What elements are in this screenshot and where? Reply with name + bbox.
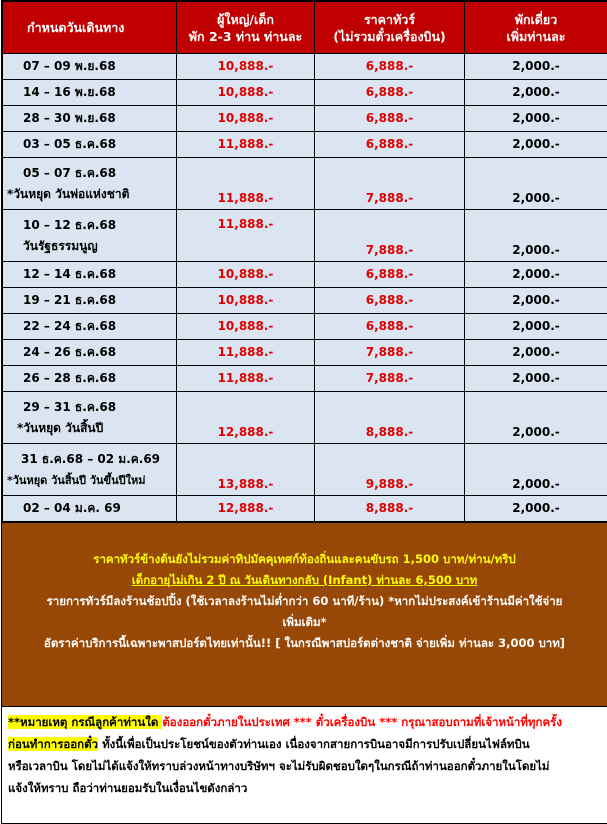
warning-reason: ทั้งนี้เพื่อเป็นประโยชน์ของตัวท่านเอง เนื่องจากสายการบินอาจมีการปรับเปลี่ยนไฟล์ทบิน xyxy=(98,737,530,751)
tour-price-cell: 7,888.- xyxy=(315,366,465,392)
single-supplement-cell: 2,000.- xyxy=(465,210,607,262)
tour-price-cell: 6,888.- xyxy=(315,132,465,158)
infant-price-note: เด็กอายุไม่เกิน 2 ปี ณ วันเดินทางกลับ (Infant) ท่านละ 6,500 บาท xyxy=(6,570,603,591)
table-row xyxy=(3,54,607,80)
date-cell: 28 – 30 พ.ย.68 xyxy=(3,106,177,132)
date-range: 29 – 31 ธ.ค.68 xyxy=(23,399,176,416)
tour-price-cell: 8,888.- xyxy=(315,496,465,522)
table-row xyxy=(3,288,607,314)
date-range: 31 ธ.ค.68 – 02 ม.ค.69 xyxy=(7,451,176,468)
adult-price-cell: 11,888.- xyxy=(177,366,315,392)
adult-price-cell: 10,888.- xyxy=(177,80,315,106)
table-row xyxy=(3,392,607,444)
shopping-note: รายการทัวร์มีลงร้านช้อปปิ้ง (ใช้เวลาลงร้านไม่ต่ำกว่า 60 นาที/ร้าน) *หากไม่ประสงค์เข้าร้านมีค่าใช้จ่าย xyxy=(6,591,603,612)
holiday-note: *วันหยุด วันสิ้นปี วันขึ้นปีใหม่ xyxy=(7,472,176,489)
date-cell: 12 – 14 ธ.ค.68 xyxy=(3,262,177,288)
holiday-note: วันรัฐธรรมนูญ xyxy=(23,238,176,255)
adult-price-cell: 12,888.- xyxy=(177,392,315,444)
date-cell: 26 – 28 ธ.ค.68 xyxy=(3,366,177,392)
adult-price-cell: 10,888.- xyxy=(177,262,315,288)
tour-price-cell: 6,888.- xyxy=(315,288,465,314)
price-sheet xyxy=(1,0,607,824)
ticket-warning xyxy=(2,706,607,823)
single-supplement-cell: 2,000.- xyxy=(465,392,607,444)
date-cell: 02 – 04 ม.ค. 69 xyxy=(3,496,177,522)
single-supplement-cell: 2,000.- xyxy=(465,444,607,496)
table-row xyxy=(3,262,607,288)
warning-prefix: **หมายเหตุ กรณีลูกค้าท่านใด xyxy=(8,715,162,729)
table-row xyxy=(3,314,607,340)
tip-note: ราคาทัวร์ข้างต้นยังไม่รวมค่าทิปมัคคุเทศก์ท้องถิ่นและคนขับรถ 1,500 บาท/ท่าน/ทริป xyxy=(6,549,603,570)
table-row xyxy=(3,444,607,496)
holiday-note: *วันหยุด วันสิ้นปี xyxy=(17,420,176,437)
tour-price-cell: 6,888.- xyxy=(315,54,465,80)
warning-acceptance: แจ้งให้ทราบ ถือว่าท่านยอมรับในเงื่อนไขดังกล่าว xyxy=(8,781,247,795)
adult-price-cell: 10,888.- xyxy=(177,288,315,314)
date-cell xyxy=(3,392,177,444)
adult-price-cell: 11,888.- xyxy=(177,132,315,158)
header-tour-price: ราคาทัวร์ (ไม่รวมตั๋วเครื่องบิน) xyxy=(315,2,465,54)
tour-price-cell: 7,888.- xyxy=(315,210,465,262)
passport-note: อัตราค่าบริการนี้เฉพาะพาสปอร์ตไทยเท่านั้น!! [ ในกรณีพาสปอร์ตต่างชาติ จ่ายเพิ่ม ท่านละ 3,000 บาท] xyxy=(6,633,603,654)
conditions-block xyxy=(2,522,607,706)
table-row xyxy=(3,496,607,522)
single-supplement-cell: 2,000.- xyxy=(465,496,607,522)
date-cell xyxy=(3,210,177,262)
single-supplement-cell: 2,000.- xyxy=(465,262,607,288)
warning-before-issue: ก่อนทำการออกตั๋ว xyxy=(8,737,98,751)
header-adult-child: ผู้ใหญ่/เด็ก พัก 2-3 ท่าน ท่านละ xyxy=(177,2,315,54)
warning-flight-change: หรือเวลาบิน โดยไม่ได้แจ้งให้ทราบล่วงหน้าทางบริษัทฯ จะไม่รับผิดชอบใดๆในกรณีถ้าท่านออกตั๋วภายในโดยไม่ xyxy=(8,759,550,773)
shopping-note-cont: เพิ่มเติม* xyxy=(6,612,603,633)
single-supplement-cell: 2,000.- xyxy=(465,366,607,392)
single-supplement-cell: 2,000.- xyxy=(465,80,607,106)
tour-price-cell: 6,888.- xyxy=(315,80,465,106)
single-supplement-cell: 2,000.- xyxy=(465,340,607,366)
header-single-supplement: พักเดี่ยว เพิ่มท่านละ xyxy=(465,2,607,54)
date-cell: 14 – 16 พ.ย.68 xyxy=(3,80,177,106)
holiday-note: *วันหยุด วันพ่อแห่งชาติ xyxy=(7,186,176,203)
date-range: 10 – 12 ธ.ค.68 xyxy=(23,217,176,234)
price-table xyxy=(2,1,607,522)
date-cell: 22 – 24 ธ.ค.68 xyxy=(3,314,177,340)
table-row xyxy=(3,158,607,210)
tour-price-cell: 7,888.- xyxy=(315,158,465,210)
date-cell: 24 – 26 ธ.ค.68 xyxy=(3,340,177,366)
table-row xyxy=(3,340,607,366)
table-header-row xyxy=(3,2,607,54)
tour-price-cell: 8,888.- xyxy=(315,392,465,444)
single-supplement-cell: 2,000.- xyxy=(465,54,607,80)
date-cell: 19 – 21 ธ.ค.68 xyxy=(3,288,177,314)
adult-price-cell: 10,888.- xyxy=(177,54,315,80)
warning-domestic-ticket: ต้องออกตั๋วภายในประเทศ *** ตั๋วเครื่องบิน *** กรุณาสอบถามที่เจ้าหน้าที่ทุกครั้ง xyxy=(162,715,562,729)
adult-price-cell: 11,888.- xyxy=(177,210,315,262)
adult-price-cell: 11,888.- xyxy=(177,158,315,210)
single-supplement-cell: 2,000.- xyxy=(465,106,607,132)
single-supplement-cell: 2,000.- xyxy=(465,314,607,340)
tour-price-cell: 6,888.- xyxy=(315,262,465,288)
table-row xyxy=(3,80,607,106)
tour-price-cell: 7,888.- xyxy=(315,340,465,366)
header-travel-date: กำหนดวันเดินทาง xyxy=(3,2,177,54)
table-row xyxy=(3,132,607,158)
date-cell: 03 – 05 ธ.ค.68 xyxy=(3,132,177,158)
adult-price-cell: 10,888.- xyxy=(177,314,315,340)
table-row xyxy=(3,106,607,132)
adult-price-cell: 11,888.- xyxy=(177,340,315,366)
tour-price-cell: 9,888.- xyxy=(315,444,465,496)
date-cell xyxy=(3,444,177,496)
date-range: 05 – 07 ธ.ค.68 xyxy=(23,165,176,182)
adult-price-cell: 13,888.- xyxy=(177,444,315,496)
table-row xyxy=(3,210,607,262)
single-supplement-cell: 2,000.- xyxy=(465,158,607,210)
single-supplement-cell: 2,000.- xyxy=(465,288,607,314)
tour-price-cell: 6,888.- xyxy=(315,106,465,132)
single-supplement-cell: 2,000.- xyxy=(465,132,607,158)
adult-price-cell: 12,888.- xyxy=(177,496,315,522)
adult-price-cell: 10,888.- xyxy=(177,106,315,132)
tour-price-cell: 6,888.- xyxy=(315,314,465,340)
date-cell xyxy=(3,158,177,210)
date-cell: 07 – 09 พ.ย.68 xyxy=(3,54,177,80)
table-row xyxy=(3,366,607,392)
